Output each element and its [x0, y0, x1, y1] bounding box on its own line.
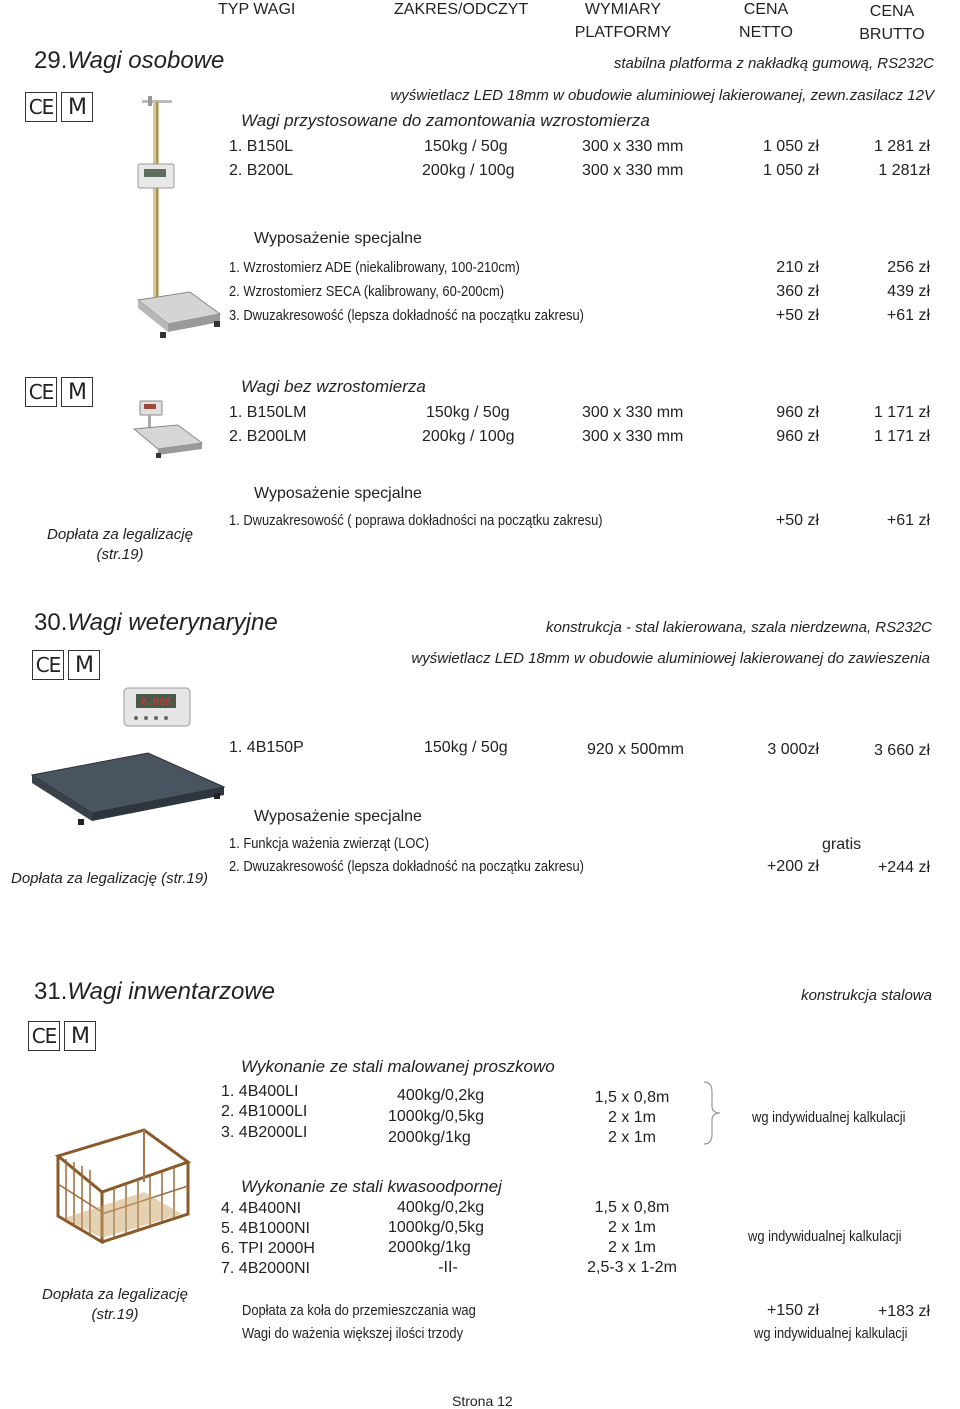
ce-mark-icon: CE	[25, 92, 57, 122]
section-29-number: 29.	[34, 47, 68, 74]
row-number: 5.	[221, 1220, 235, 1237]
s29-equip1-item1-gross: 256 zł	[887, 259, 930, 276]
s29-r2-gross: 1 281zł	[878, 162, 930, 179]
model-name: 4B1000NI	[238, 1220, 310, 1237]
section-29-name: Wagi osobowe	[67, 47, 225, 74]
header-col-net	[735, 0, 797, 42]
header-col-net-l2: NETTO	[739, 24, 793, 41]
header-col-gross-l2: BRUTTO	[859, 26, 925, 43]
s30-r1-range: 150kg / 50g	[424, 739, 508, 756]
section-30-title	[34, 609, 278, 637]
s30-equip-item2-gross: +244 zł	[877, 859, 930, 876]
s29-t2-r1-gross: 1 171 zł	[873, 404, 930, 421]
row-number: 6.	[221, 1240, 235, 1257]
s29-t2-r2-dim: 300 x 330 mm	[582, 428, 684, 445]
header-col-net-l1: CENA	[743, 1, 789, 18]
s30-r1-dim: 920 x 500mm	[587, 741, 684, 758]
s31-wheels-net: +150 zł	[766, 1302, 819, 1319]
ce-mark-icon: CE	[32, 650, 64, 680]
row-number: 2.	[229, 162, 243, 179]
s30-equip-item1-price: gratis	[822, 836, 862, 853]
s29-equip1-item1-net: 210 zł	[776, 259, 819, 276]
row-number: 2.	[221, 1103, 235, 1120]
s31-r1-range: 400kg/0,2kg	[397, 1087, 485, 1104]
s31-t2-r3-range: 2000kg/1kg	[388, 1239, 471, 1256]
equip-text: Dwuzakresowość (lepsza dokładność na początku zakresu)	[243, 307, 584, 324]
section-30-name: Wagi weterynaryjne	[67, 609, 278, 636]
s29-r2-model	[229, 162, 293, 180]
s31-r2-model	[221, 1103, 307, 1121]
s31-r1-dim: 1,5 x 0,8m	[594, 1089, 670, 1106]
section-29-marks	[25, 92, 93, 122]
s29-r2-dim: 300 x 330 mm	[582, 162, 684, 179]
model-name: B150L	[246, 138, 294, 155]
legalization-l2: (str.19)	[96, 546, 144, 563]
section-30-legalization: Dopłata za legalizację (str.19)	[11, 870, 209, 887]
s31-r1-model	[221, 1083, 298, 1101]
section-31-title	[34, 978, 275, 1006]
row-number: 1.	[221, 1083, 235, 1100]
model-name: 4B400LI	[238, 1083, 299, 1100]
section-30-marks	[32, 650, 100, 680]
equip-text: Dwuzakresowość ( poprawa dokładności na początku zakresu)	[243, 512, 603, 529]
s29-t2-r1-dim: 300 x 330 mm	[582, 404, 684, 421]
row-number: 1.	[229, 259, 240, 276]
s29-t2-r2-gross: 1 171 zł	[873, 428, 930, 445]
s29-r1-net: 1 050 zł	[762, 138, 819, 155]
row-number: 1.	[229, 138, 243, 155]
legalization-l1: Dopłata za legalizację	[47, 526, 193, 543]
row-number: 1.	[229, 512, 240, 529]
s29-equip1-item2-net: 360 zł	[776, 283, 819, 300]
s31-t2-r4-model	[221, 1260, 310, 1278]
model-name: B200LM	[246, 428, 307, 445]
header-col-dimensions-l1: WYMIARY	[584, 1, 662, 18]
legalization-l2: (str.19)	[91, 1306, 139, 1323]
section-29-group1-title: Wagi przystosowane do zamontowania wzrostomierza	[241, 111, 650, 130]
s31-t2-r1-dim: 1,5 x 0,8m	[594, 1199, 670, 1216]
row-number: 2.	[229, 428, 243, 445]
section-31-calc2: wg indywidualnej kalkulacji	[748, 1228, 902, 1245]
s29-r1-model	[229, 138, 293, 156]
m-mark-icon: M	[68, 650, 100, 680]
row-number: 2.	[229, 283, 240, 300]
s29-equip1-item2	[229, 283, 504, 300]
s30-r1-gross: 3 660 zł	[873, 742, 930, 759]
equip-text: Dwuzakresowość (lepsza dokładność na początku zakresu)	[243, 858, 584, 875]
s30-equip-item1	[229, 835, 429, 852]
s31-r2-range: 1000kg/0,5kg	[388, 1108, 485, 1125]
s31-wheels-gross: +183 zł	[877, 1303, 930, 1320]
s29-equip2-item1-net: +50 zł	[775, 512, 819, 529]
s30-r1-net: 3 000zł	[767, 741, 819, 758]
s31-t2-r4-dim: 2,5-3 x 1-2m	[587, 1259, 677, 1276]
row-number: 7.	[221, 1260, 235, 1277]
s30-r1-model	[229, 739, 304, 757]
row-number: 2.	[229, 858, 240, 875]
s29-r1-dim: 300 x 330 mm	[582, 138, 684, 155]
s29-equip1-item3	[229, 307, 584, 324]
section-31-desc: konstrukcja stalowa	[801, 987, 932, 1004]
m-mark-icon: M	[61, 377, 93, 407]
s31-herd-text: Wagi do ważenia większej ilości trzody	[242, 1325, 464, 1342]
platform-scale-image	[28, 735, 228, 830]
s29-equip1-item3-net: +50 zł	[775, 307, 819, 324]
s29-equip1-item1	[229, 259, 520, 276]
equip-text: Funkcja ważenia zwierząt (LOC)	[243, 835, 430, 852]
s31-t2-r4-range: -II-	[438, 1259, 458, 1276]
model-name: 4B400NI	[238, 1200, 302, 1217]
s29-equip1-item2-gross: 439 zł	[887, 283, 930, 300]
row-number: 1.	[229, 835, 240, 852]
header-col-dimensions-l2: PLATFORMY	[574, 24, 672, 41]
s31-herd-price: wg indywidualnej kalkulacji	[754, 1325, 908, 1342]
s29-t2-r1-net: 960 zł	[776, 404, 819, 421]
s29-equip2-item1-gross: +61 zł	[886, 512, 930, 529]
model-name: 4B2000LI	[238, 1124, 308, 1141]
section-29-marks-2	[25, 377, 93, 407]
s29-t2-r1-range: 150kg / 50g	[426, 404, 510, 421]
section-31-calc1: wg indywidualnej kalkulacji	[752, 1109, 906, 1126]
row-number: 3.	[221, 1124, 235, 1141]
s29-t2-r2-model	[229, 428, 306, 446]
row-number: 4.	[221, 1200, 235, 1217]
row-number: 3.	[229, 307, 240, 324]
s29-r2-net: 1 050 zł	[762, 162, 819, 179]
s29-equip2-item1	[229, 512, 603, 529]
s29-t2-r2-net: 960 zł	[776, 428, 819, 445]
section-29-desc1: stabilna platforma z nakładką gumową, RS232C	[613, 55, 934, 72]
model-name: 4B1000LI	[238, 1103, 308, 1120]
row-number: 1.	[229, 404, 243, 421]
header-col-type: TYP WAGI	[218, 1, 296, 18]
s31-t2-r2-model	[221, 1220, 310, 1238]
s31-wheels-text: Dopłata za koła do przemieszczania wag	[242, 1302, 476, 1319]
right-brace-icon	[700, 1080, 724, 1146]
s31-r3-range: 2000kg/1kg	[388, 1129, 471, 1146]
s31-t2-r3-dim: 2 x 1m	[607, 1239, 656, 1256]
section-29-legalization	[30, 525, 210, 565]
s31-r2-dim: 2 x 1m	[607, 1109, 656, 1126]
s29-r1-gross: 1 281 zł	[873, 138, 930, 155]
s30-equip-item2	[229, 858, 584, 875]
m-mark-icon: M	[64, 1021, 96, 1051]
section-30-desc2: wyświetlacz LED 18mm w obudowie aluminiowej lakierowanej do zawieszenia	[411, 650, 930, 667]
s29-t2-r2-range: 200kg / 100g	[422, 428, 515, 445]
ce-mark-icon: CE	[28, 1021, 60, 1051]
model-name: B150LM	[246, 404, 307, 421]
s29-r2-range: 200kg / 100g	[422, 162, 515, 179]
s31-r3-dim: 2 x 1m	[607, 1129, 656, 1146]
header-col-gross-l1: CENA	[869, 3, 915, 20]
s31-r3-model	[221, 1124, 307, 1142]
page-number: Strona 12	[452, 1393, 513, 1409]
indicator-display: 0.000	[140, 697, 172, 708]
section-29-group2-title: Wagi bez wzrostomierza	[241, 377, 426, 396]
section-29-title	[34, 47, 224, 75]
header-col-dimensions	[570, 0, 676, 42]
s31-t2-r3-model	[221, 1240, 315, 1258]
section-29-equip1-title: Wyposażenie specjalne	[254, 230, 422, 247]
header-col-range: ZAKRES/ODCZYT	[394, 1, 529, 18]
small-scale-image	[128, 395, 208, 465]
equip-text: Wzrostomierz SECA (kalibrowany, 60-200cm)	[243, 283, 505, 300]
legalization-l1: Dopłata za legalizację	[42, 1286, 188, 1303]
equip-text: Wzrostomierz ADE (niekalibrowany, 100-210cm)	[243, 259, 520, 276]
s29-r1-range: 150kg / 50g	[424, 138, 508, 155]
indicator-image	[122, 686, 194, 730]
model-name: B200L	[246, 162, 294, 179]
ce-mark-icon: CE	[25, 377, 57, 407]
column-scale-image	[120, 92, 230, 354]
livestock-cage-image	[52, 1122, 192, 1244]
section-30-desc1: konstrukcja - stal lakierowana, szala nierdzewna, RS232C	[545, 619, 932, 636]
s30-equip-item2-net: +200 zł	[766, 858, 819, 875]
s31-t2-r2-dim: 2 x 1m	[607, 1219, 656, 1236]
model-name: 4B150P	[246, 739, 304, 756]
row-number: 1.	[229, 739, 243, 756]
section-31-group1-title: Wykonanie ze stali malowanej proszkowo	[241, 1057, 555, 1076]
m-mark-icon: M	[61, 92, 93, 122]
section-31-number: 31.	[34, 978, 68, 1005]
s29-equip1-item3-gross: +61 zł	[886, 307, 930, 324]
s31-t2-r1-model	[221, 1200, 301, 1218]
section-31-legalization	[25, 1285, 205, 1325]
header-col-gross	[852, 2, 932, 44]
section-31-marks	[28, 1021, 96, 1051]
s29-t2-r1-model	[229, 404, 306, 422]
section-31-name: Wagi inwentarzowe	[67, 978, 276, 1005]
section-29-equip2-title: Wyposażenie specjalne	[254, 485, 422, 502]
section-30-number: 30.	[34, 609, 68, 636]
model-name: 4B2000NI	[238, 1260, 310, 1277]
section-29-desc2: wyświetlacz LED 18mm w obudowie aluminiowej lakierowanej, zewn.zasilacz 12V	[390, 87, 934, 104]
model-name: TPI 2000H	[238, 1240, 315, 1257]
section-31-group2-title: Wykonanie ze stali kwasoodpornej	[241, 1177, 502, 1196]
section-30-equip-title: Wyposażenie specjalne	[254, 808, 422, 825]
s31-t2-r2-range: 1000kg/0,5kg	[388, 1219, 485, 1236]
s31-t2-r1-range: 400kg/0,2kg	[397, 1199, 485, 1216]
